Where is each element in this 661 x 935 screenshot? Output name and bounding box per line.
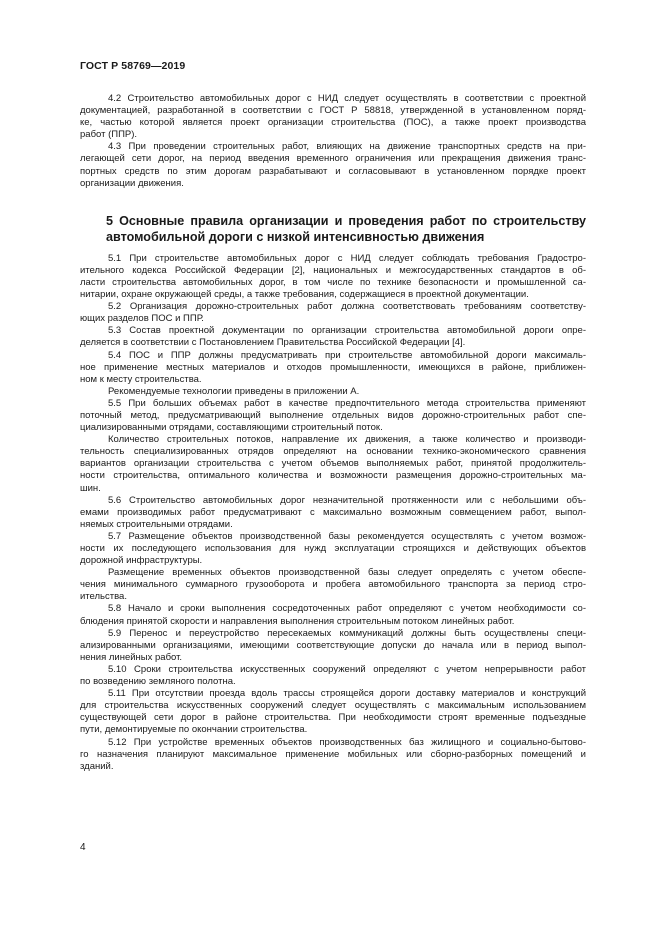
section-5 xyxy=(80,253,586,773)
paragraph xyxy=(80,434,586,494)
paragraph xyxy=(80,688,586,736)
paragraph-line: 5.4 ПОС и ППР должны предусматривать при строительстве автомобильной дороги максималь- xyxy=(108,349,586,361)
paragraph xyxy=(80,664,586,688)
paragraph-line: Количество строительных потоков, направление их движения, а также количество и производи- xyxy=(108,434,586,446)
paragraph xyxy=(80,141,586,189)
section-title-line: автомобильной дороги с низкой интенсивностью движения xyxy=(106,229,485,244)
paragraph-line: легающей сети дорог, на период введения временного ограничения или прекращения движения транс- xyxy=(80,153,586,165)
paragraph-line: ке, частью которой является проект организации строительства (ПОС), а также проект производства xyxy=(80,117,586,129)
paragraph xyxy=(80,603,586,627)
paragraph-line: Размещение временных объектов производственной базы следует определять с учетом обеспе- xyxy=(108,567,586,579)
paragraph-line: ности их последующего использования для нужд эксплуатации строящихся и действующих объектов xyxy=(80,543,586,554)
paragraph xyxy=(80,325,586,349)
paragraph-line: циализированными отрядами, составляющими строительный поток. xyxy=(80,422,383,434)
document-header: ГОСТ Р 58769—2019 xyxy=(80,60,186,72)
paragraph-line: документацией, разработанной в соответствии с ГОСТ Р 58818, утвержденной в установленном поряд- xyxy=(80,105,586,117)
paragraph-line: нитарии, охране окружающей среды, а также требования, содержащиеся в проектной документации. xyxy=(80,289,529,301)
paragraph-line: портных средств по этим дорогам разрабатывают и согласовывают в установленном порядке проект xyxy=(80,165,586,177)
paragraph xyxy=(80,93,586,141)
paragraph-line: блюдения принятой скорости и направления выполнения строительным потоком линейных работ. xyxy=(80,615,515,627)
paragraph-line: 4.2 Строительство автомобильных дорог с НИД следует осуществлять в соответствии с проектной xyxy=(108,93,586,104)
paragraph-line: нения линейных работ. xyxy=(80,651,183,663)
paragraph-line: поточный метод, предусматривающий выполнение отдельных видов дорожно-строительных работ спе- xyxy=(80,409,586,421)
paragraph-line: 5.9 Перенос и переустройство пересекаемых коммуникаций должны быть осуществлены специ- xyxy=(108,627,586,639)
section-4 xyxy=(80,93,586,190)
page-number: 4 xyxy=(80,842,86,853)
paragraph-line: 5.1 При строительстве автомобильных дорог с НИД следует соблюдать требования Градостро- xyxy=(108,252,586,264)
paragraph-line: ласти строительства автомобильных дорог, в том числе по технике безопасности и промышленной са- xyxy=(80,276,586,288)
section-title-line: 5 Основные правила организации и проведения работ по строительству xyxy=(106,213,586,228)
paragraph-line: существующей сети дорог в районе строительства. При необходимости строят временные подъездные xyxy=(80,712,586,724)
section-5-title xyxy=(80,213,586,245)
paragraph-line: няемых строительными отрядами. xyxy=(80,518,233,530)
document-body xyxy=(80,90,586,773)
paragraph-line: по возведению земляного полотна. xyxy=(80,676,236,688)
paragraph-line: 5.8 Начало и сроки выполнения сосредоточенных работ определяют с учетом необходимости со- xyxy=(108,603,586,615)
paragraph-line: ном к месту строительства. xyxy=(80,373,202,385)
paragraph-line: 5.10 Сроки строительства искусственных сооружений определяют с учетом непрерывности работ xyxy=(108,663,586,675)
paragraph-line: деляется в соответствии с Постановлением Правительства Российской Федерации [4]. xyxy=(80,337,466,349)
paragraph xyxy=(80,567,586,603)
paragraph-line: дорожной инфраструктуры. xyxy=(80,555,203,567)
paragraph-line: шин. xyxy=(80,482,101,494)
paragraph xyxy=(80,531,586,567)
paragraph xyxy=(80,301,586,325)
paragraph-line: Рекомендуемые технологии приведены в приложении А. xyxy=(108,385,360,397)
paragraph-line: организации движения. xyxy=(80,177,184,189)
paragraph-line: ное применение местных материалов и отходов промышленности, имеющихся в районе, приближен- xyxy=(80,361,586,373)
paragraph xyxy=(80,737,586,773)
paragraph-line: ительного кодекса Российской Федерации [2], национальных и межгосударственных стандартов в об- xyxy=(80,264,586,276)
paragraph-line: чения минимального суммарного грузооборота и пробега автомобильного транспорта за период стро- xyxy=(80,579,586,591)
paragraph xyxy=(80,253,586,301)
paragraph-line: для строительства искусственных сооружений следует осуществлять с максимальным использованием xyxy=(80,700,586,712)
paragraph-line: ительства. xyxy=(80,591,127,603)
paragraph xyxy=(80,386,586,398)
paragraph-line: 4.3 При проведении строительных работ, влияющих на движение транспортных средств на при- xyxy=(108,141,586,153)
paragraph-line: ализированными организациями, имеющими соответствующие допуски до начала или в период выпол- xyxy=(80,639,586,651)
paragraph-line: зданий. xyxy=(80,760,114,772)
paragraph-line: пути, демонтируемые по окончании строительства. xyxy=(80,724,308,736)
paragraph-line: вариантов организации строительства с учетом объемов выполняемых работ, принятой продолжитель- xyxy=(80,458,586,470)
paragraph-line: 5.11 При отсутствии проезда вдоль трассы строящейся дороги доставку материалов и конструкций xyxy=(108,688,586,700)
paragraph xyxy=(80,495,586,531)
paragraph-line: ющих разделов ПОС и ППР. xyxy=(80,313,204,325)
paragraph xyxy=(80,628,586,664)
paragraph-line: 5.6 Строительство автомобильных дорог незначительной протяженности или с небольшими объ- xyxy=(108,494,586,506)
paragraph-line: емами производимых работ предусматривают с максимально возможным совмещением работ, выпол- xyxy=(80,506,586,518)
paragraph-line: го назначения планируют максимальное применение мобильных или сборно-разборных помещений и xyxy=(80,748,586,760)
paragraph xyxy=(80,350,586,386)
paragraph-line: ности строительства, оптимального количества и возможности размещения дорожно-строительных ма- xyxy=(80,470,586,482)
paragraph-line: 5.2 Организация дорожно-строительных работ должна соответствовать требованиям соответству- xyxy=(108,301,586,313)
paragraph-line: тельность специализированных отрядов определяют на основании технико-экономического сравнения xyxy=(80,446,586,458)
paragraph-line: 5.3 Состав проектной документации по организации строительства автомобильной дороги опре- xyxy=(108,325,586,337)
paragraph xyxy=(80,398,586,434)
paragraph-line: работ (ППР). xyxy=(80,129,138,141)
paragraph-line: 5.12 При устройстве временных объектов производственных баз жилищного и социально-бытово- xyxy=(108,736,586,748)
paragraph-line: 5.7 Размещение объектов производственной базы рекомендуется осуществлять с учетом возмож- xyxy=(108,530,586,542)
paragraph-line: 5.5 При больших объемах работ в качестве предпочтительного метода строительства применяют xyxy=(108,397,586,409)
